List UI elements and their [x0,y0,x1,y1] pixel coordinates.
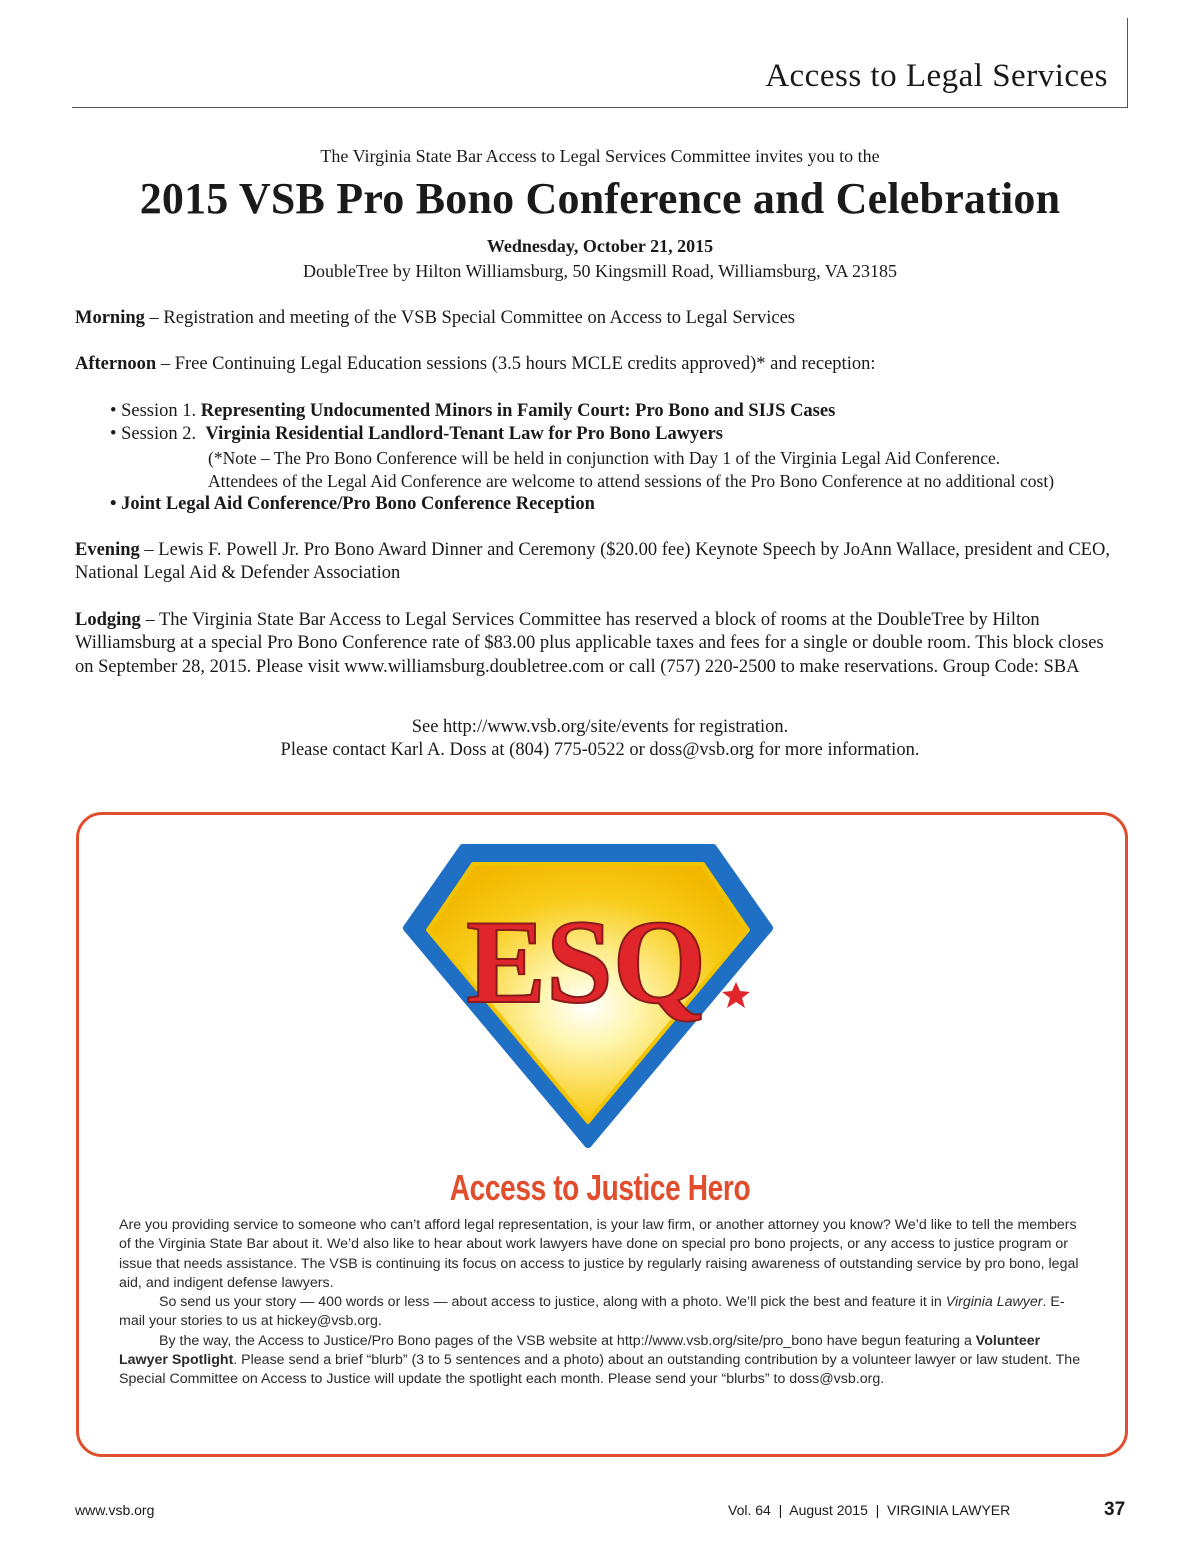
page-number: 37 [1104,1499,1126,1520]
afternoon-label: Afternoon [75,354,157,374]
hero-paragraph-2 [119,1293,1084,1332]
hero-p3-text-a: By the way, the Access to Justice/Pro Bono pages of the VSB website at http://www.vsb.org/site/pro_bono have begun featuring a [159,1332,976,1349]
session-note-line-2: Attendees of the Legal Aid Conference are welcome to attend sessions of the Pro Bono Conference at no additional cost) [208,470,1055,491]
sessions-list [110,400,1120,516]
reception-item [110,493,1120,516]
hero-p2-text-a: So send us your story — 400 words or less — about access to justice, along with a photo. We’ll pick the best and feature it in [159,1294,946,1311]
session-2 [110,423,1120,446]
afternoon-item [75,353,1120,376]
evening-label: Evening [75,540,140,560]
session-note-line-1: (*Note – The Pro Bono Conference will be held in conjunction with Day 1 of the Virginia Legal Aid Conference. [208,447,1001,468]
reception-label: • Joint Legal Aid Conference/Pro Bono Conference Reception [110,494,595,515]
hero-paragraph-1: Are you providing service to someone who can’t afford legal representation, is your law firm, or another attorney you know? We’d like to tell the members of the Virginia State Bar about it. We’d also like to hear about work lawyers have done on special pro bono projects, or any access to justice program or issue that needs assistance. The VSB is continuing its focus on access to justice by regularly raising awareness of outstanding service by pro bono, legal aid, and indigent defense lawyers. [119,1217,1079,1291]
morning-label: Morning [75,308,145,328]
session-2-prefix: • Session 2. [110,424,206,445]
lodging-text: – The Virginia State Bar Access to Legal Services Committee has reserved a block of rooms at the DoubleTree by Hilton Williamsburg at a special Pro Bono Conference rate of $83.00 plus applicable taxes and fees for a single or double room. This block closes on September 28, 2015. Please visit www.williamsburg.doubletree.com or call (757) 220-2500 to make reservations. Group Code: SBA [75,610,1104,677]
invite-line: The Virginia State Bar Access to Legal Services Committee invites you to the [320,146,880,166]
session-1 [110,400,1120,423]
esq-logo-text: ESQ [465,895,707,1028]
footer-url[interactable]: www.vsb.org [75,1502,155,1518]
hero-paragraph-3 [119,1332,1084,1390]
lodging-item [75,609,1120,679]
header-divider-vertical [1127,18,1128,108]
registration-info [0,716,1200,763]
section-title: Access to Legal Services [765,58,1108,94]
hero-p3-text-b: . Please send a brief “blurb” (3 to 5 sentences and a photo) about an outstanding contribution by a volunteer lawyer or law student. The Special Committee on Access to Justice will update the spotlight each month. Please send your “blurbs” to doss@vsb.org. [119,1352,1081,1388]
registration-link[interactable]: See http://www.vsb.org/site/events for registration. [411,717,789,737]
evening-text: – Lewis F. Powell Jr. Pro Bono Award Dinner and Ceremony ($20.00 fee) Keynote Speech by JoAnn Wallace, president and CEO, National Legal Aid & Defender Association [75,540,1110,584]
conference-venue: DoubleTree by Hilton Williamsburg, 50 Kingsmill Road, Williamsburg, VA 23185 [303,261,897,281]
hero-p3-spotlight: Volunteer Lawyer Spotlight [119,1332,1041,1369]
session-1-prefix: • Session 1. [110,401,201,421]
contact-line: Please contact Karl A. Doss at (804) 775-0522 or doss@vsb.org for more information. [280,740,920,761]
superhero-shield-icon [401,842,775,1150]
lodging-label: Lodging [75,610,141,630]
star-icon [722,982,750,1008]
session-1-title: Representing Undocumented Minors in Family Court: Pro Bono and SIJS Cases [200,401,836,421]
hero-body [119,1216,1084,1390]
session-2-title: Virginia Residential Landlord-Tenant Law for Pro Bono Lawyers [205,424,723,445]
footer-volume: Vol. 64 | August 2015 | VIRGINIA LAWYER [728,1502,1011,1518]
hero-title: Access to Justice Hero [449,1167,751,1208]
afternoon-text: – Free Continuing Legal Education sessions (3.5 hours MCLE credits approved)* and reception: [156,354,876,374]
morning-item [75,307,1120,330]
morning-text: – Registration and meeting of the VSB Special Committee on Access to Legal Services [144,308,796,328]
conference-date: Wednesday, October 21, 2015 [486,236,714,256]
header-divider-horizontal [72,107,1128,108]
evening-item [75,539,1120,586]
conference-title: 2015 VSB Pro Bono Conference and Celebration [139,174,1061,223]
hero-p2-text-b: . E-mail your stories to us at hickey@vsb.org. [119,1294,1065,1330]
hero-p2-magazine: Virginia Lawyer [945,1294,1043,1311]
